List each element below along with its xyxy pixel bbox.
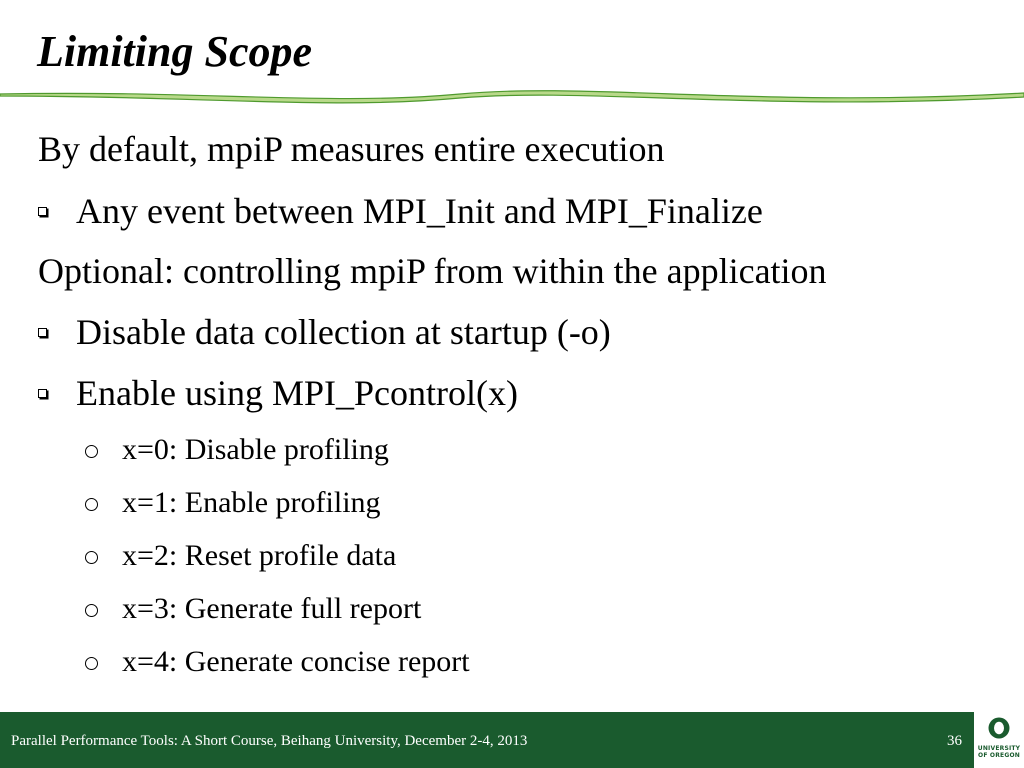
logo-line-1: UNIVERSITY (977, 745, 1021, 752)
page-number: 36 (947, 733, 962, 749)
list-item-text: x=4: Generate concise report (122, 645, 470, 678)
list-item-text: x=2: Reset profile data (122, 539, 397, 572)
title-underline-swoosh (0, 84, 1024, 114)
list-item-text: Enable using MPI_Pcontrol(x) (76, 373, 518, 413)
circle-bullet-icon (85, 445, 98, 458)
footer-caption: Parallel Performance Tools: A Short Course, Beihang University, December 2-4, 2013 (11, 733, 528, 749)
list-item-text: Optional: controlling mpiP from within the application (38, 251, 827, 291)
list-item-text: x=3: Generate full report (122, 592, 422, 625)
oregon-o-icon (987, 716, 1011, 740)
slide-title: Limiting Scope (37, 27, 312, 76)
list-item-text: Disable data collection at startup (-o) (76, 312, 611, 352)
list-item-text: x=0: Disable profiling (122, 433, 389, 466)
square-bullet-icon (38, 207, 47, 216)
list-item-text: Any event between MPI_Init and MPI_Finalize (76, 191, 763, 231)
logo-line-2: OF OREGON (978, 752, 1020, 759)
slide-footer (0, 712, 974, 768)
circle-bullet-icon (85, 551, 98, 564)
list-item-text: x=1: Enable profiling (122, 486, 381, 519)
university-of-oregon-logo (974, 712, 1024, 768)
list-item (38, 250, 827, 292)
circle-bullet-icon (85, 657, 98, 670)
circle-bullet-icon (85, 604, 98, 617)
list-item (38, 128, 664, 170)
logo-wordmark (974, 745, 1024, 759)
square-bullet-icon (38, 328, 47, 337)
square-bullet-icon (38, 389, 47, 398)
list-item-text: By default, mpiP measures entire execution (38, 129, 665, 169)
circle-bullet-icon (85, 498, 98, 511)
